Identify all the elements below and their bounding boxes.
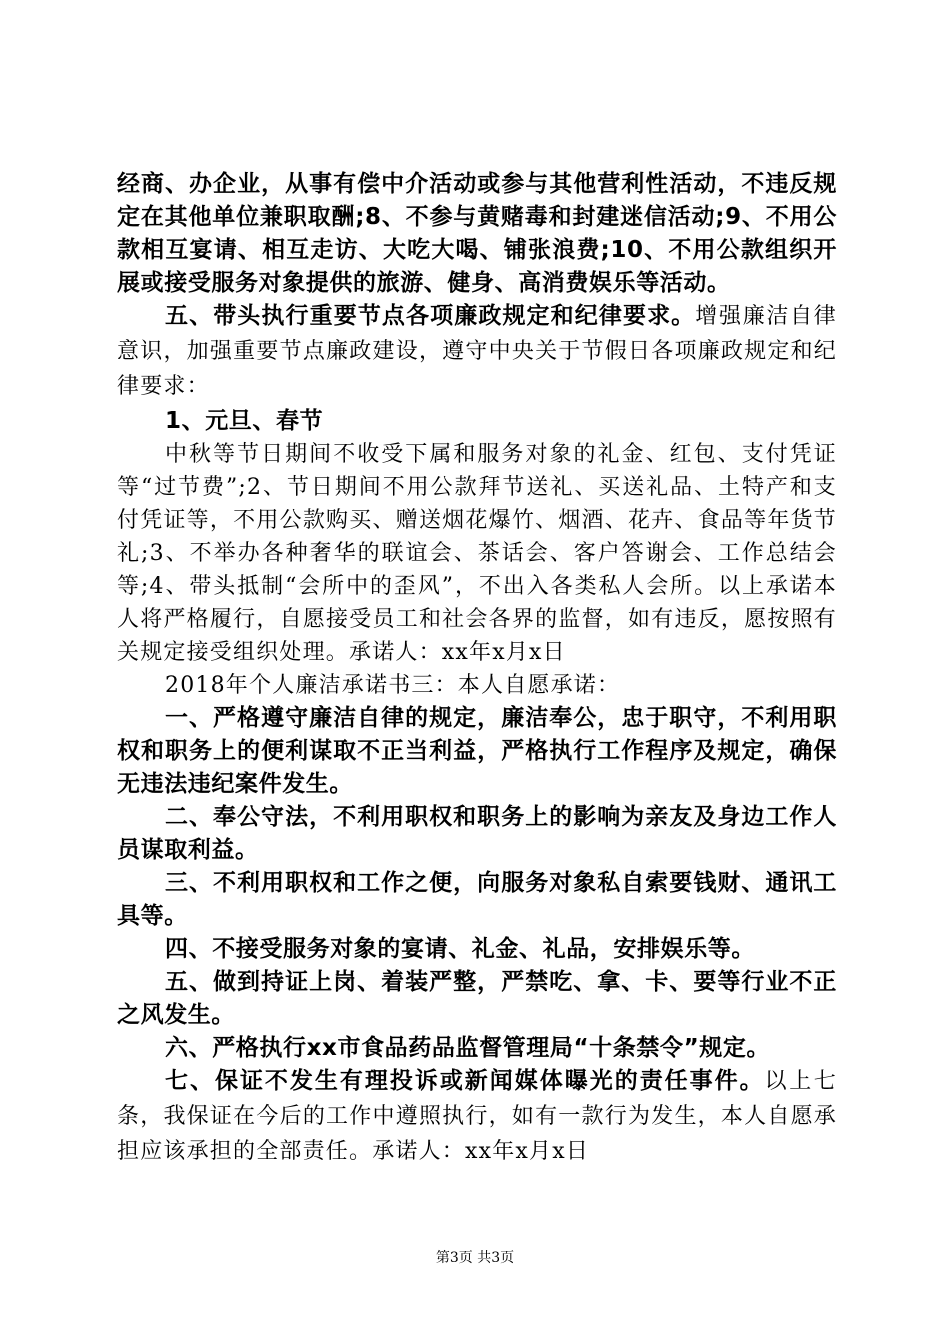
paragraph-text: 中秋等节日期间不收受下属和服务对象的礼金、红包、支付凭证等“过节费”;2、节日期间不用公款拜节送礼、买送礼品、土特产和支付凭证等，不用公款购买、赠送烟花爆竹、烟酒、花卉、食品等年货节礼;3、不举办各种奢华的联谊会、茶话会、客户答谢会、工作总结会等;4、带头抵制“会所中的歪风”，不出入各类私人会所。以上承诺本人将严格履行，自愿接受员工和社会各界的监督，如有违反，愿按照有关规定接受组织处理。承诺人：xx年x月x日 xyxy=(117,442,837,665)
section-five-heading: 五、带头执行重要节点各项廉政规定和纪律要求。 xyxy=(165,303,696,329)
paragraph-text: 五、做到持证上岗、着装严整，严禁吃、拿、卡、要等行业不正之风发生。 xyxy=(117,969,837,1028)
paragraph-text: 经商、办企业，从事有偿中介活动或参与其他营利性活动，不违反规定在其他单位兼职取酬;8、不参与黄赌毒和封建迷信活动;9、不用公款相互宴请、相互走访、大吃大喝、铺张浪费;10、不用公款组织开展或接受服务对象提供的旅游、健身、高消费娱乐等活动。 xyxy=(117,171,837,296)
paragraph-text: 六、严格执行xx市食品药品监督管理局“十条禁令”规定。 xyxy=(165,1035,771,1061)
paragraph-text: 1、元旦、春节 xyxy=(165,408,324,434)
paragraph-pledge-two xyxy=(117,801,837,867)
paragraph-section-five xyxy=(117,300,837,405)
paragraph-pledge-one xyxy=(117,702,837,801)
paragraph-holiday-rules xyxy=(117,438,837,669)
page-number-label: 第3页 共3页 xyxy=(435,1250,515,1266)
paragraph-text: 三、不利用职权和工作之便，向服务对象私自索要钱财、通讯工具等。 xyxy=(117,870,837,929)
paragraph-text: 2018年个人廉洁承诺书三：本人自愿承诺： xyxy=(165,673,621,698)
paragraph-pledge-seven xyxy=(117,1065,837,1170)
paragraph-text: 二、奉公守法，不利用职权和职务上的影响为亲友及身边工作人员谋取利益。 xyxy=(117,804,837,863)
paragraph-pledge-four xyxy=(117,933,837,966)
page-footer xyxy=(0,1248,950,1268)
paragraph-holiday-item xyxy=(117,405,837,438)
paragraph-pledge-five xyxy=(117,966,837,1032)
pledge-seven-heading: 七、保证不发生有理投诉或新闻媒体曝光的责任事件。 xyxy=(165,1068,765,1094)
paragraph-pledge-six xyxy=(117,1032,837,1065)
paragraph-continued-list xyxy=(117,168,837,300)
paragraph-pledge-three xyxy=(117,867,837,933)
paragraph-letter-three-title xyxy=(117,669,837,702)
pledge-seven-closing: 以上七条，我保证在今后的工作中遵照执行，如有一款行为发生，本人自愿承担应该承担的全部责任。承诺人：xx年x月x日 xyxy=(117,1069,837,1164)
paragraph-text: 四、不接受服务对象的宴请、礼金、礼品，安排娱乐等。 xyxy=(165,936,755,962)
document-body xyxy=(117,168,837,1170)
paragraph-text: 一、严格遵守廉洁自律的规定，廉洁奉公，忠于职守，不利用职权和职务上的便利谋取不正当利益，严格执行工作程序及规定，确保无违法违纪案件发生。 xyxy=(117,705,837,797)
section-five-body: 增强廉洁自律意识，加强重要节点廉政建设，遵守中央关于节假日各项廉政规定和纪律要求： xyxy=(117,304,837,399)
